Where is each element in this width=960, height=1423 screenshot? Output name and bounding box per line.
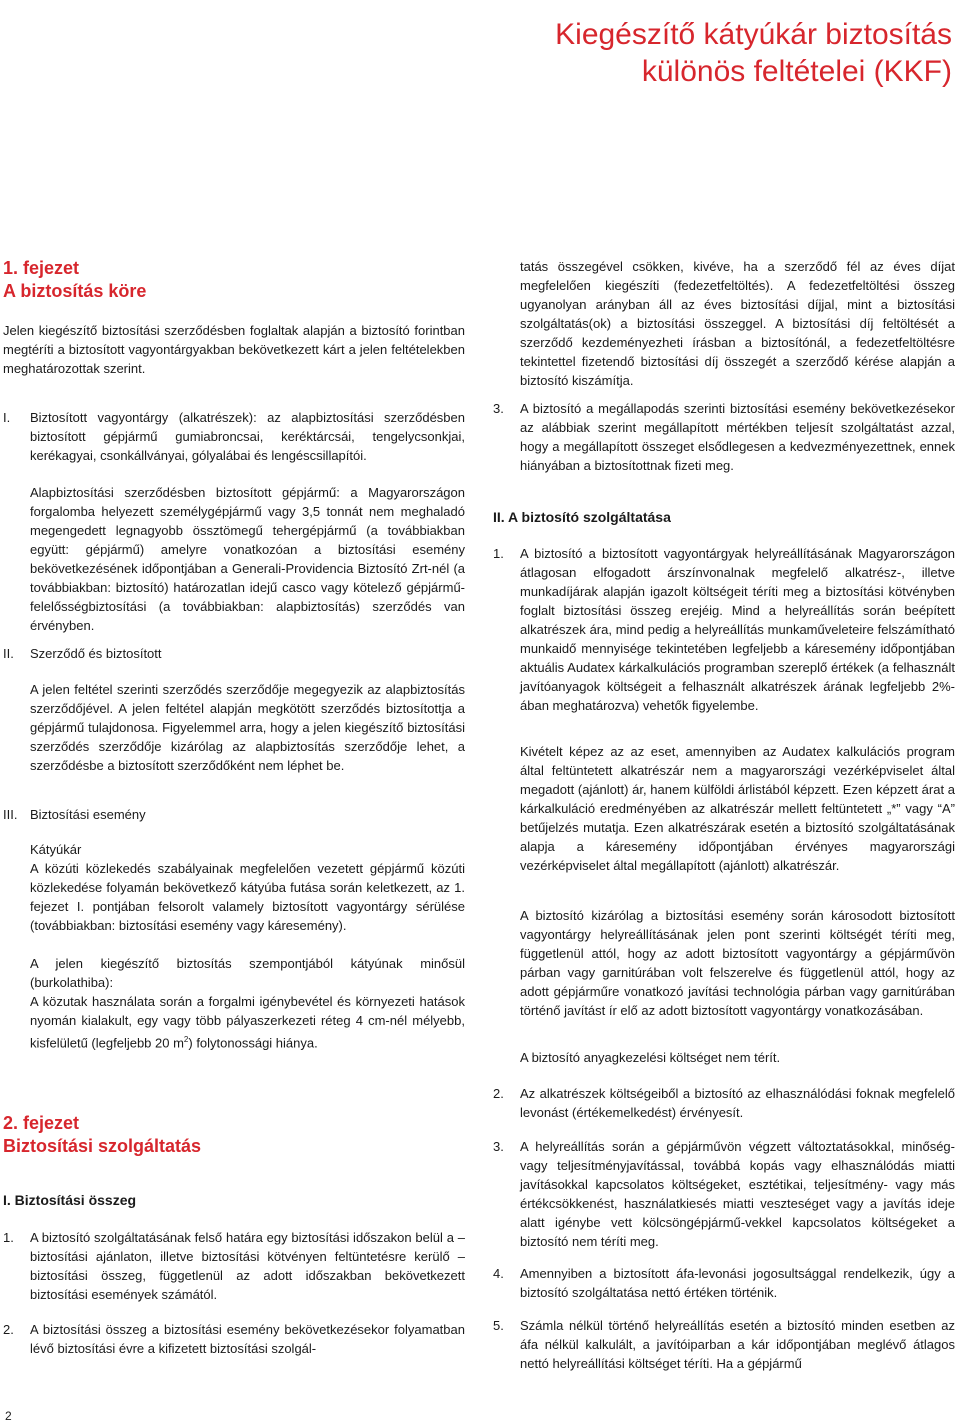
- service-item-1: 1. A biztosító a biztosított vagyontárgyak helyreállításának Magyarországon átlagosan elfogadott árszínvonalnak megfelelő alkatrész-, illetve munkadíjárak alapján igazolt költségeit téríti meg a biztosítási kötvényben foglalt biztosítási összeg erejéig. Mind a helyreállítás során beépített alkatrészek ára, mind pedig a helyreállítás munkaműveleteire felszámítható munkaidő mennyisége tekintetében legfeljebb a káresemény időpontjában aktuális Audatex kárkalkulációs programban szereplő értékek (a felhasznált javítóanyagok költségeit a felhasznált alkatrészek árának legfeljebb 2%-ában meghatározva) vehetők figyelembe.: [493, 546, 955, 713]
- chapter2-item-1: 1. A biztosító szolgáltatásának felső határa egy biztosítási időszakon belül a – biztosítási ajánlaton, illetve biztosítási kötvényen feltüntetésre kerülő – biztosítási összeg, függetlenül az adott időszakban bekövetkezett biztosítási események számától.: [3, 1230, 465, 1302]
- chapter2-item-3: 3. A biztosító a megállapodás szerinti biztosítási esemény bekövetkezésekor az alábbiak szerint megállapított mértékben teljesít szolgáltatást azzal, hogy a megállapított összeget elsődlegesen a kedvezményezettnek, ennek hiányában a biztosítottnak fizeti meg.: [493, 401, 955, 473]
- section-III-text2a: A jelen kiegészítő biztosítás szempontjából kátyúnak minősül (burkolathiba):: [30, 956, 465, 990]
- page-number: 2: [5, 1409, 12, 1423]
- chapter2-heading: 2. fejezet Biztosítási szolgáltatás: [3, 1113, 202, 1156]
- section-III-text2b: A közutak használata során a forgalmi igénybevétel és környezeti hatások nyomán kialakult, egy vagy több pályaszerkezeti réteg 4 cm-nél mélyebb, kisfelületű (legfeljebb 20 $m^2$) folytonossági hiánya.: [30, 994, 465, 1051]
- section-III-text: A közúti közlekedés szabályainak megfelelően vezetett gépjármű közúti közlekedése folyamán bekövetkező kátyúba futása során keletkezett, az 1. fejezet I. pontjában felsorolt valamely biztosított vagyontárgy sérülése (továbbiakban: biztosítási esemény vagy káresemény).: [30, 861, 465, 933]
- section-III-subtitle: Kátyúkár: [30, 842, 82, 857]
- chapter2-item-2: 2. A biztosítási összeg a biztosítási esemény bekövetkezésekor folyamatban lévő biztosítási évre a kifizetett biztosítási szolgál-: [3, 1322, 465, 1356]
- document-title: [312, 16, 952, 90]
- section-II-heading: II. Szerződő és biztosított: [3, 646, 162, 661]
- service-item-1-para2: Kivételt képez az az eset, amennyiben az Audatex kalkulációs program által feltüntetett alkatrészár nem a magyarországi vezérképviselet által megadott (ajánlott) ár, hanem külföldi árlistából képzett. Ezen képzett árat a kárkalkuláció eredményében az alkatrészár mellett feltüntetett „*” vagy “A” betűjelzés mutatja. Ezen alkatrészárak esetén a biztosító szolgáltatásának alapja a káresemény időpontjában érvényes magyarországi vezérképviselet által megállapított (ajánlott) alkatrészár.: [520, 744, 955, 873]
- service-item-1-para4: A biztosító anyagkezelési költséget nem térít.: [520, 1050, 781, 1065]
- chapter1-heading: 1. fejezet A biztosítás köre: [3, 258, 147, 301]
- title-line-1: Kiegészítő kátyúkár biztosítás: [555, 18, 952, 51]
- section-III-heading: III. Biztosítási esemény: [3, 807, 146, 822]
- service-item-4: 4. Amennyiben a biztosított áfa-levonási jogosultsággal rendelkezik, úgy a biztosító szolgáltatása nettó értéken történik.: [493, 1266, 955, 1300]
- service-item-1-para3: A biztosító kizárólag a biztosítási esemény során károsodott biztosított vagyontárgy helyreállításának jelen pont szerinti költségét téríti meg, függetlenül attól, hogy az adott biztosított vagyontárgy a gépjárművön párban vagy garnitúrában volt felszerelve és függetlenül attól, hogy az adott gépjárműre vonatkozó javítási technológia párban vagy garnitúrában történő javítást ír elő az adott biztosított vagyontárgy vonatkozásában.: [520, 908, 955, 1018]
- service-item-2: 2. Az alkatrészek költségeiből a biztosító az elhasználódási foknak megfelelő levonást (értékemelkedést) érvényesít.: [493, 1086, 955, 1120]
- service-item-5: 5. Számla nélkül történő helyreállítás esetén a biztosító minden esetben az áfa nélkül kalkulált, a javítóiparban a kár időpontjában meglévő átlagos nettó helyreállítási költséget téríti. Ha a gépjármű: [493, 1318, 955, 1371]
- service-item-3: 3. A helyreállítás során a gépjárművön végzett változtatásokkal, minőség- vagy teljesítményjavítással, továbbá kopás vagy elhasználódás miatti javításokkal kapcsolatos költségeket, esztétikai, teljesítmény- vagy más értékcsökkenést, használatkiesés miatti veszteséget vagy a javítás ideje alatt igénybe vett kölcsöngépjármű-vekkel kapcsolatos költségeket a biztosító nem téríti meg.: [493, 1139, 955, 1249]
- section-I-para2: Alapbiztosítási szerződésben biztosított gépjármű: a Magyarországon forgalomba helyezett személygépjármű vagy 3,5 tonnát nem meghaladó megengedett legnagyobb össztömegű tehergépjármű (a továbbiakban együtt: gépjármű) amelyre vonatkozóan a biztosítási esemény bekövetkezésének időpontjában a Generali-Providencia Biztosító Zrt-nél (a továbbiakban: biztosító) határozatlan idejű casco vagy kötelező gépjármű-felelősségbiztosítási (a továbbiakban: alapbiztosítás) szerződés van érvényben.: [30, 485, 465, 633]
- item-2-continued: tatás összegével csökken, kivéve, ha a szerződő fél az éves díjat megfelelően kiegészíti (fedezetfeltöltés). A fedezetfeltöltési összeg ugyanolyan arányban áll az éves biztosítási díjjal, mint a biztosítási szolgáltatás(ok) a biztosítási összeggel. A biztosítási díj feltöltését a szerződő kezdeményezheti írásban a biztosítónál, a fedezetfeltöltésre tekintettel fizetendő biztosítási díj összegét a szerződő kérése alapján a biztosító kiszámítja.: [520, 259, 955, 388]
- chapter1-intro: Jelen kiegészítő biztosítási szerződésben foglaltak alapján a biztosító forintban megtéríti a biztosított vagyontárgyakban bekövetkezett kárt a jelen feltételekben meghatározottak szerint.: [3, 323, 465, 376]
- chapter2-section-I-title: I. Biztosítási összeg: [3, 1192, 137, 1208]
- section-II-text: A jelen feltétel szerinti szerződés szerződője megegyezik az alapbiztosítás szerződőjével. A jelen feltétel alapján megkötött szerződés biztosítottja a gépjármű tulajdonosa. Figyelemmel arra, hogy a jelen kiegészítő biztosítási szerződés szerződője kizárólag az alapbiztosítás szerződője lehet, a szerződésbe a biztosított szerződőként nem léphet be.: [30, 682, 465, 773]
- title-line-2: különös feltételei (KKF): [641, 55, 952, 88]
- section-III-body: [30, 840, 465, 1052]
- section-I: I. Biztosított vagyontárgy (alkatrészek): az alapbiztosítási szerződésben biztosított gépjármű gumiabroncsai, keréktárcsái, tengelycsonkjai, kerékagyai, csonkállványai, gólyalábai és lengéscsillapítói.: [3, 410, 465, 463]
- chapter2-section-II-title: II. A biztosító szolgáltatása: [493, 509, 671, 525]
